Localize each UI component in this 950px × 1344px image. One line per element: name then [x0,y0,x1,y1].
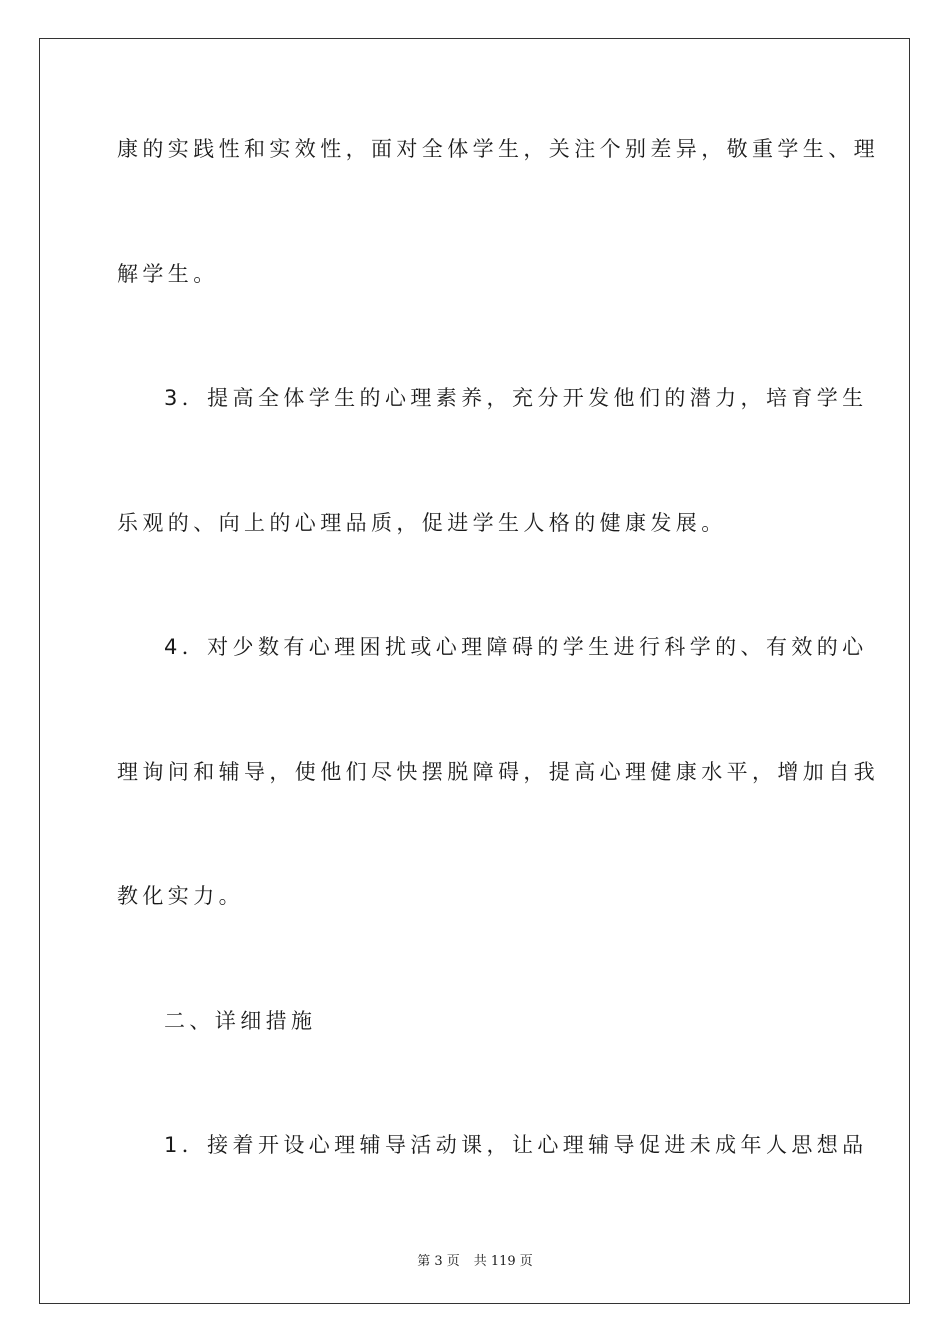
paragraph-line-1: 康的实践性和实效性，面对全体学生，关注个别差异，敬重学生、理 [117,137,879,161]
paragraph-line-3: 3．提高全体学生的心理素养，充分开发他们的潜力，培育学生 [164,386,868,410]
page-border [39,38,910,1304]
page-number: 第 3 页 [417,1254,460,1269]
paragraph-line-2: 解学生。 [117,262,219,286]
paragraph-line-8: 1．接着开设心理辅导活动课，让心理辅导促进未成年人思想品 [164,1133,868,1157]
paragraph-line-6: 理询问和辅导，使他们尽快摆脱障碍，提高心理健康水平，增加自我 [117,760,879,784]
page-footer [0,1250,950,1269]
paragraph-line-7: 教化实力。 [117,884,244,908]
section-heading: 二、详细措施 [164,1009,317,1033]
page-total: 共 119 页 [473,1254,533,1269]
paragraph-line-5: 4．对少数有心理困扰或心理障碍的学生进行科学的、有效的心 [164,635,868,659]
paragraph-line-4: 乐观的、向上的心理品质，促进学生人格的健康发展。 [117,511,727,535]
